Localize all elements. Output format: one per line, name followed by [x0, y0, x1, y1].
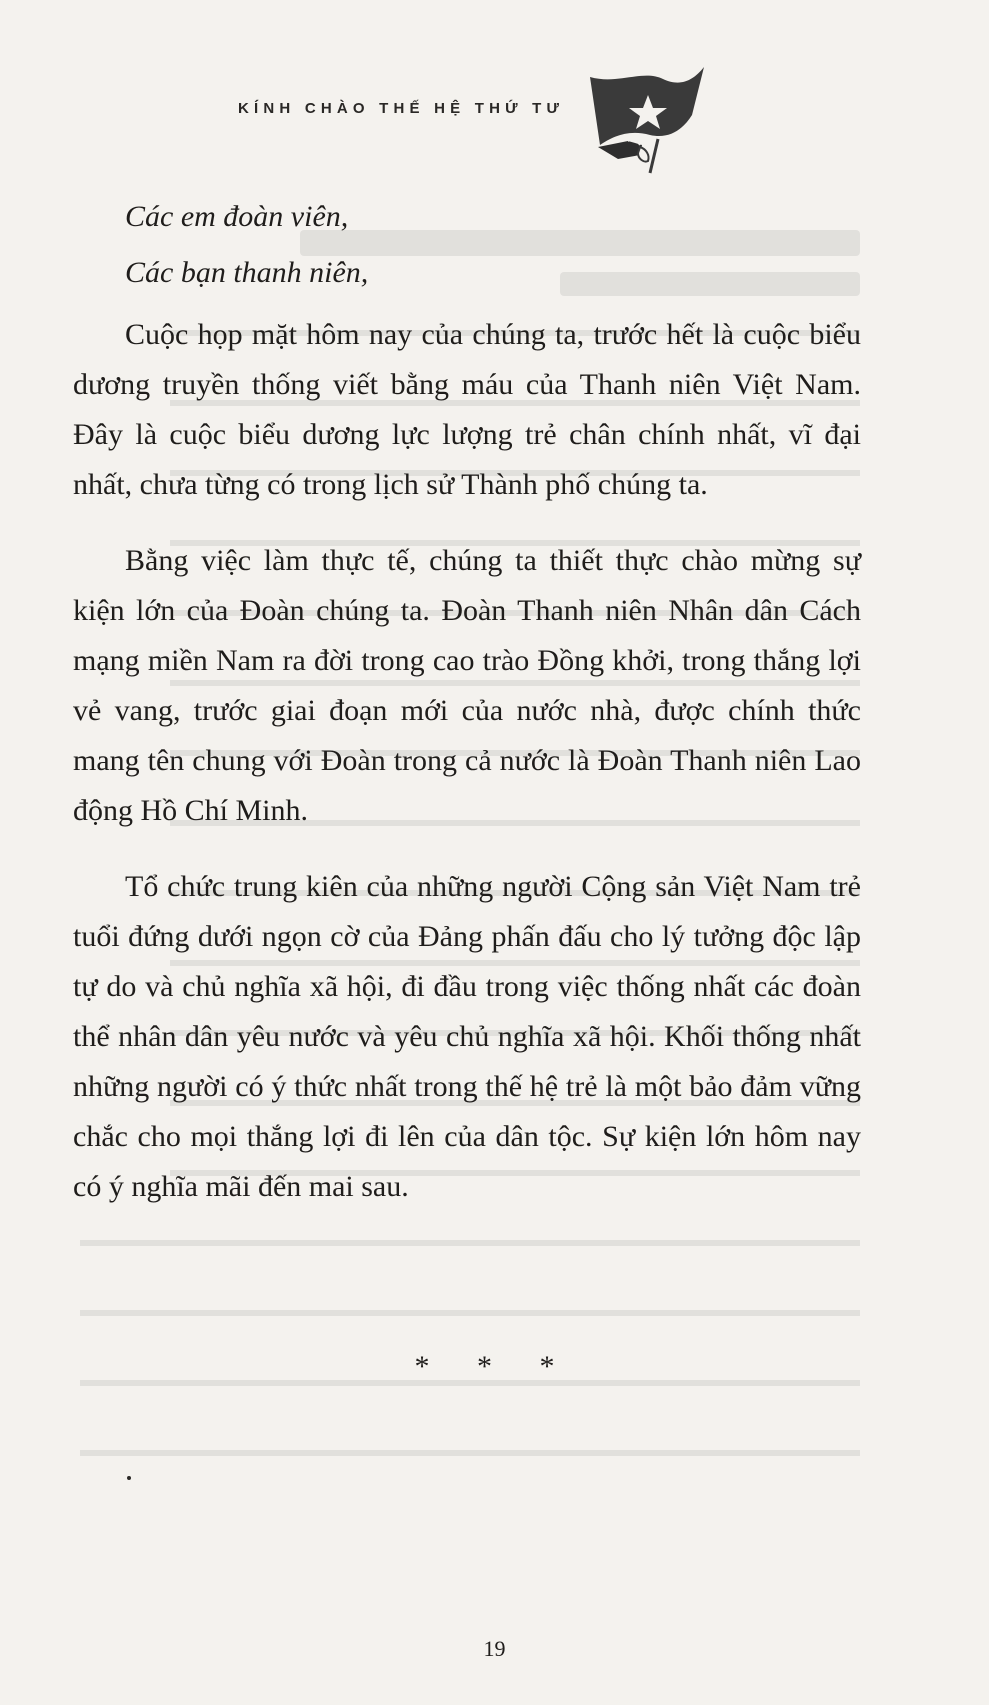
page-number: 19	[483, 1636, 506, 1661]
running-header: KÍNH CHÀO THẾ HỆ THỨ TƯ	[238, 100, 565, 117]
flag-with-star-icon	[588, 55, 708, 175]
stray-mark	[127, 1476, 131, 1480]
section-separator: * * *	[414, 1350, 575, 1383]
greeting-line: Các bạn thanh niên,	[125, 256, 369, 289]
paragraph: Cuộc họp mặt hôm nay của chúng ta, trước hết là cuộc biểu dương truyền thống viết bằng máu của Thanh niên Việt Nam. Đây là cuộc biểu dương lực lượng trẻ chân chính nhất, vĩ đại nhất, chưa từng có trong lịch sử Thành phố chúng ta.	[73, 318, 861, 501]
paragraph: Tổ chức trung kiên của những người Cộng sản Việt Nam trẻ tuổi đứng dưới ngọn cờ của Đảng phấn đấu cho lý tưởng độc lập tự do và chủ nghĩa xã hội, đi đầu trong việc thống nhất các đoàn thể nhân dân yêu nước và yêu chủ nghĩa xã hội. Khối thống nhất những người có ý thức nhất trong thế hệ trẻ là một bảo đảm vững chắc cho mọi thắng lợi đi lên của dân tộc. Sự kiện lớn hôm nay có ý nghĩa mãi đến mai sau.	[73, 870, 861, 1203]
greeting-line: Các em đoàn viên,	[125, 200, 349, 233]
paragraph: Bằng việc làm thực tế, chúng ta thiết thực chào mừng sự kiện lớn của Đoàn chúng ta. Đoàn Thanh niên Nhân dân Cách mạng miền Nam ra đời trong cao trào Đồng khởi, trong thắng lợi vẻ vang, trước giai đoạn mới của nước nhà, được chính thức mang tên chung với Đoàn trong cả nước là Đoàn Thanh niên Lao động Hồ Chí Minh.	[73, 544, 861, 827]
body-text	[73, 192, 861, 1238]
